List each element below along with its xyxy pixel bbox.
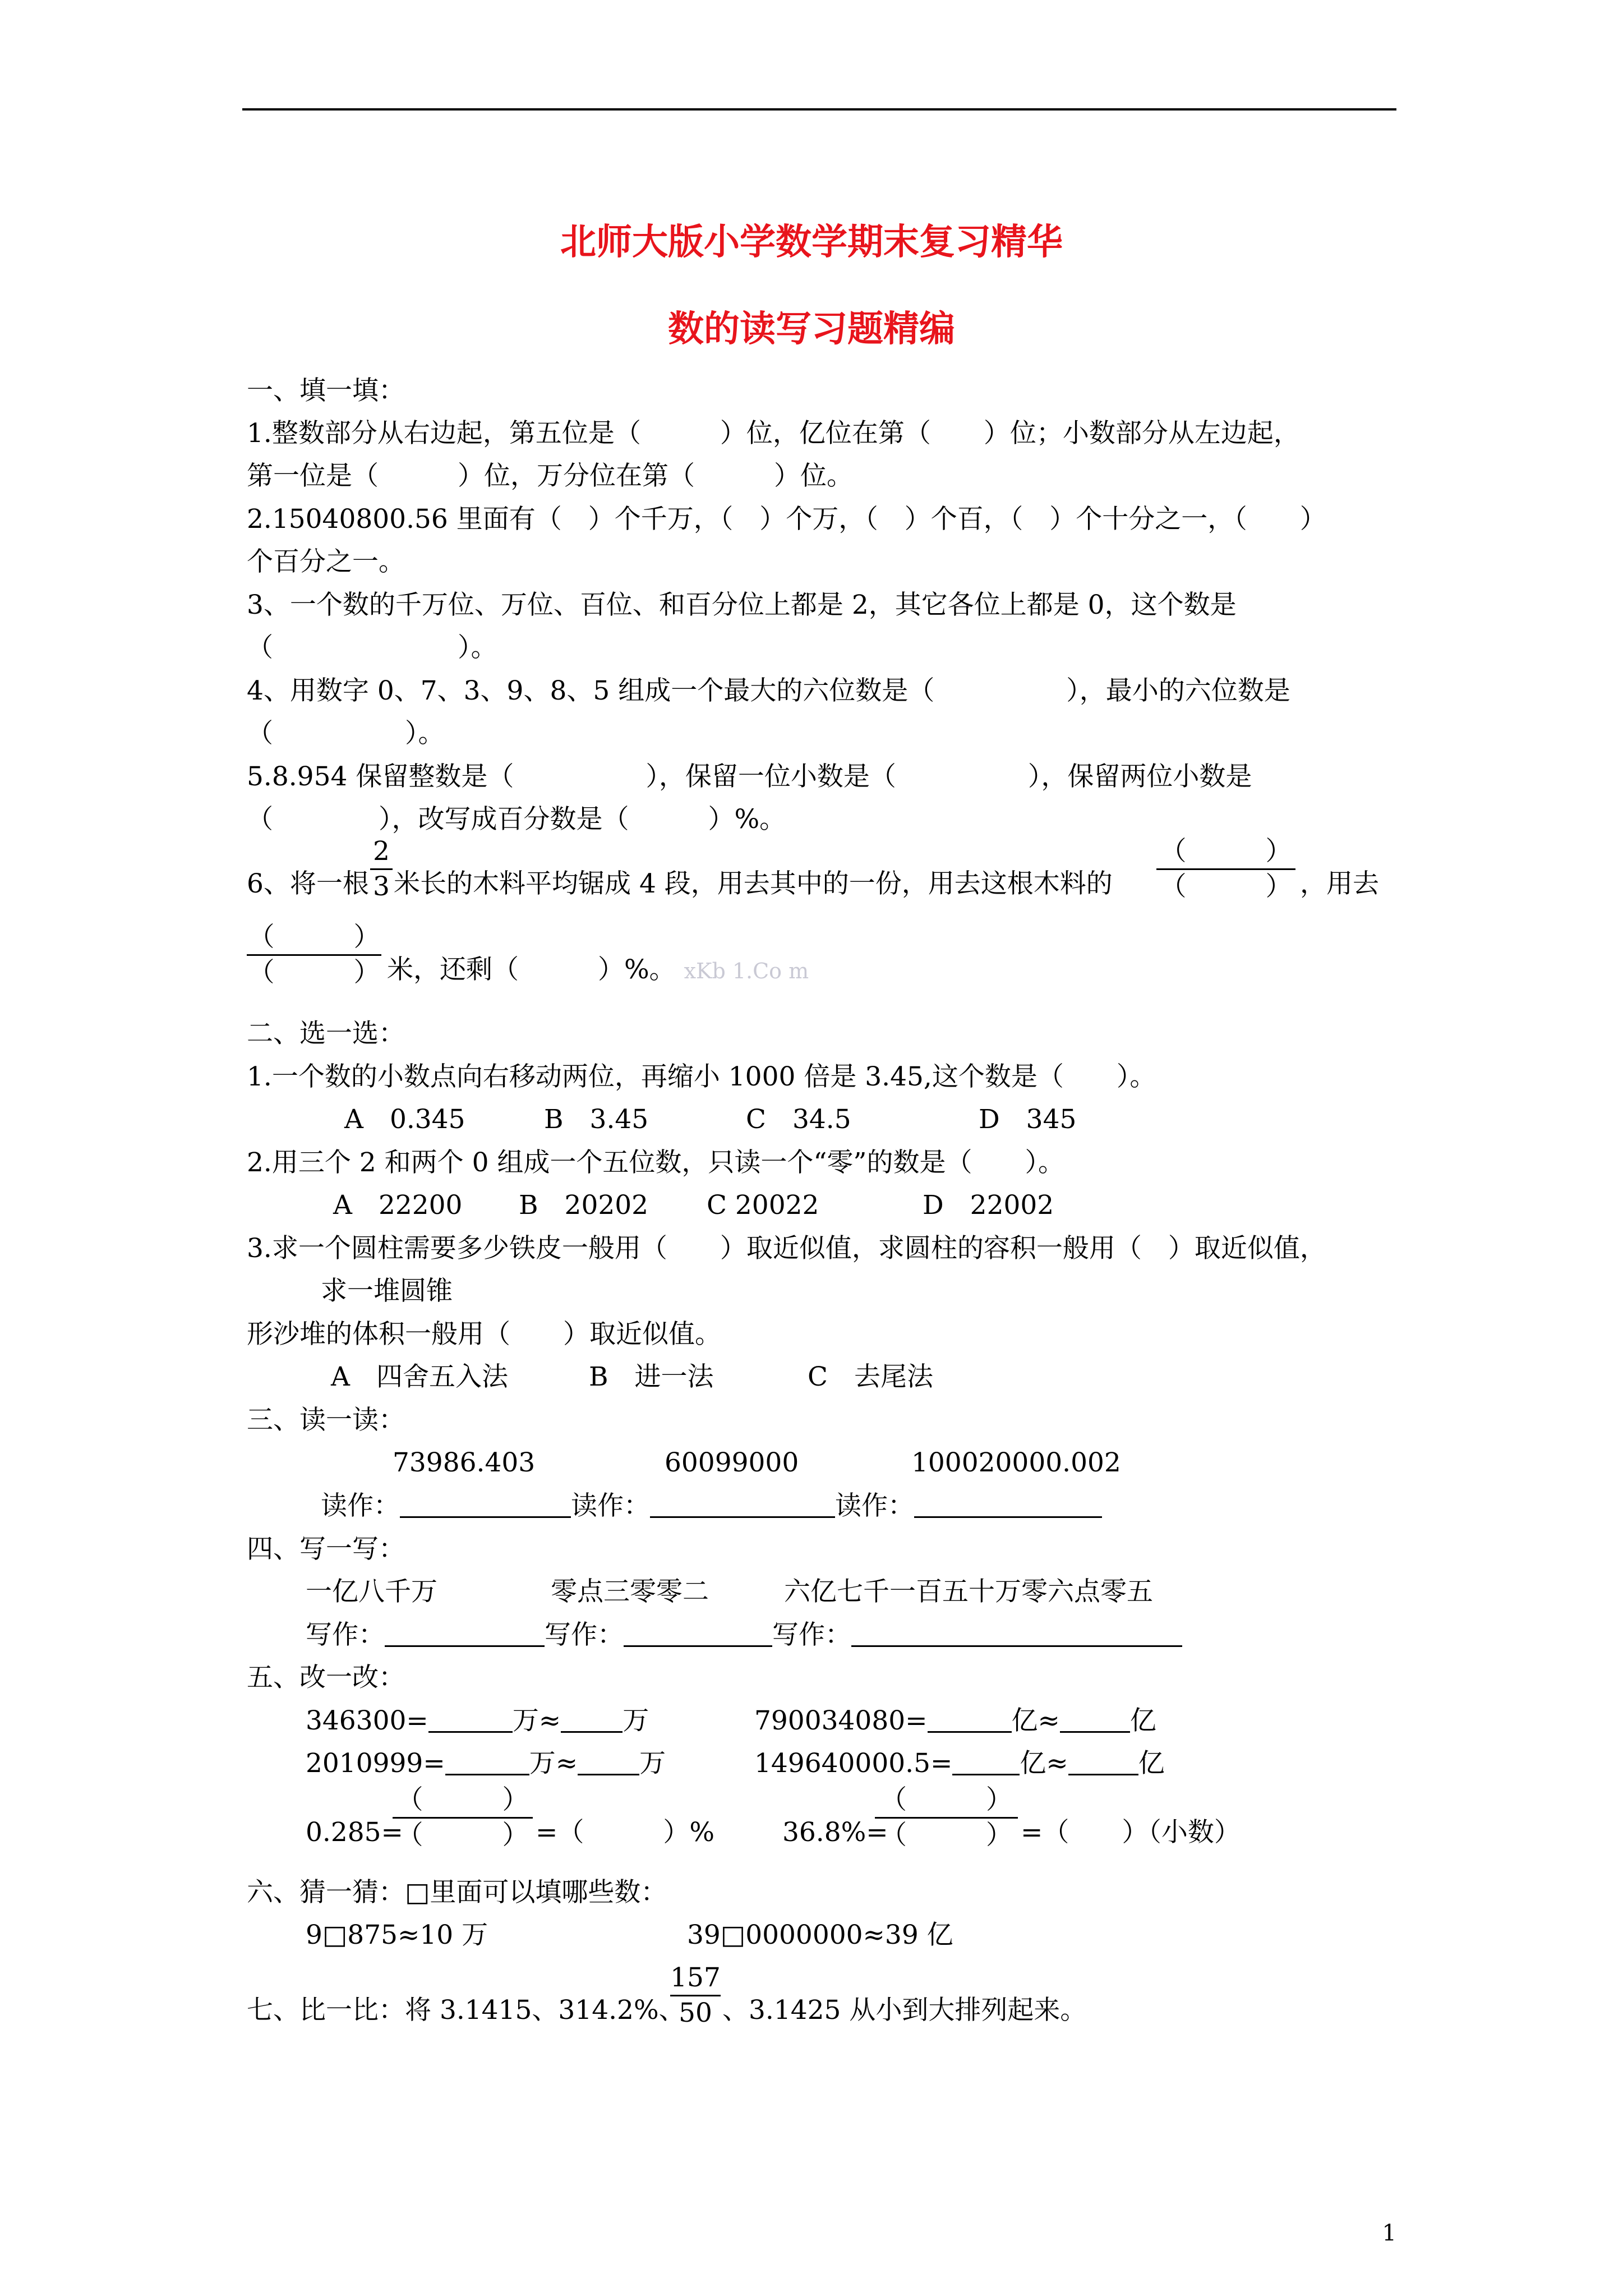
- fraction-bar: [1156, 868, 1295, 870]
- convert-blank[interactable]: [445, 1748, 529, 1775]
- read-label: 读作：: [835, 1490, 914, 1521]
- header-rule: [242, 108, 1396, 111]
- q6-line-2: [387, 954, 809, 987]
- choice-q1: 1.一个数的小数点向右移动两位，再缩小 1000 倍是 3.45,这个数是（ ）。: [247, 1061, 1156, 1092]
- convert-blank[interactable]: [578, 1748, 639, 1775]
- convert-row-2-right: [754, 1747, 1165, 1780]
- fraction-2-prefix: 36.8%=: [782, 1817, 888, 1848]
- fraction-bar: [370, 868, 393, 870]
- page-title: 北师大版小学数学期末复习精华: [560, 222, 1063, 263]
- choice-q3-option-c: C 去尾法: [808, 1361, 933, 1392]
- watermark: xKb 1.Co m: [684, 959, 809, 983]
- read-label: 读作：: [571, 1490, 650, 1521]
- read-answer-blank-1[interactable]: [400, 1490, 571, 1518]
- read-answer-blank-2[interactable]: [650, 1490, 835, 1518]
- q2-line-1: 2.15040800.56 里面有（ ）个千万，（ ）个万，（ ）个百，（ ）个十分之一，（ ）: [247, 504, 1326, 535]
- convert-row-1-left: [306, 1705, 649, 1737]
- page-subtitle: 数的读写习题精编: [668, 309, 955, 350]
- fraction-bar: [875, 1817, 1018, 1819]
- section-6-heading: 六、猜一猜：□里面可以填哪些数：: [247, 1877, 667, 1908]
- q3-line-1: 3、一个数的千万位、万位、百位、和百分位上都是 2，其它各位上都是 0，这个数是: [247, 590, 1237, 620]
- guess-item-2: 39□0000000≈39 亿: [687, 1920, 953, 1950]
- fraction-1-prefix: 0.285=: [306, 1817, 403, 1848]
- read-answer-blank-3[interactable]: [914, 1490, 1102, 1518]
- q6-fraction: [370, 836, 393, 903]
- fraction-blank-denominator: （ ）: [248, 957, 380, 988]
- convert-unit: 万≈: [512, 1705, 561, 1736]
- choice-q2-option-d: D 22002: [923, 1190, 1054, 1221]
- q6-line-2-text: 米，还剩（ ）%。: [387, 954, 676, 985]
- q4-line-2: （ ）。: [247, 718, 445, 749]
- write-label: 写作：: [772, 1619, 851, 1650]
- fraction-bar: [247, 954, 381, 956]
- choice-q3-line-3: 形沙堆的体积一般用（ ）取近似值。: [247, 1319, 721, 1350]
- convert-unit: 亿≈: [1020, 1748, 1068, 1779]
- choice-q1-option-b: B 3.45: [544, 1104, 649, 1135]
- fraction-bar: [670, 1995, 721, 1996]
- convert-blank[interactable]: [428, 1705, 513, 1733]
- convert-unit: 万: [623, 1705, 649, 1736]
- q1-line-1: 1.整数部分从右边起，第五位是（ ）位，亿位在第（ ）位；小数部分从左边起，: [247, 418, 1300, 449]
- q2-line-2: 个百分之一。: [247, 546, 405, 577]
- fraction-blank-numerator: （ ）: [1160, 836, 1292, 867]
- convert-blank[interactable]: [928, 1705, 1012, 1733]
- fraction-blank-denominator: （ ）: [396, 1820, 529, 1851]
- write-label: 写作：: [545, 1619, 624, 1650]
- convert-number: 346300=: [306, 1705, 428, 1736]
- section-4-heading: 四、写一写：: [247, 1534, 405, 1565]
- read-label: 读作：: [321, 1490, 400, 1521]
- convert-blank[interactable]: [1060, 1705, 1130, 1733]
- convert-number: 2010999=: [306, 1748, 445, 1779]
- fraction-blank-4: [875, 1784, 1018, 1851]
- q6-prefix: 6、将一根: [247, 868, 369, 899]
- write-row: [306, 1619, 1182, 1651]
- write-item-3: 六亿七千一百五十万零六点零五: [784, 1576, 1153, 1607]
- q6-end: ，用去: [1300, 868, 1379, 899]
- fraction-bar: [393, 1817, 533, 1819]
- fraction-blank-numerator: （ ）: [396, 1784, 529, 1815]
- convert-blank[interactable]: [1068, 1748, 1138, 1775]
- q6-fraction-numerator: 2: [373, 836, 390, 867]
- choice-q3-line-1: 3.求一个圆柱需要多少铁皮一般用（ ）取近似值，求圆柱的容积一般用（ ）取近似值，: [247, 1233, 1326, 1264]
- choice-q3-line-2: 求一堆圆锥: [321, 1276, 453, 1306]
- convert-number: 790034080=: [754, 1705, 928, 1736]
- fraction-blank-3: [393, 1784, 533, 1851]
- choice-q2-option-a: A 22200: [333, 1190, 463, 1221]
- read-number-1: 73986.403: [393, 1447, 536, 1478]
- fraction-blank-denominator: （ ）: [880, 1820, 1012, 1851]
- q4-line-1: 4、用数字 0、7、3、9、8、5 组成一个最大的六位数是（ ），最小的六位数是: [247, 675, 1290, 706]
- choice-q2: 2.用三个 2 和两个 0 组成一个五位数，只读一个“零”的数是（ ）。: [247, 1147, 1064, 1178]
- convert-blank[interactable]: [952, 1748, 1020, 1775]
- convert-row-2-left: [306, 1747, 666, 1780]
- fraction-2-suffix: =（ ）（小数）: [1021, 1817, 1241, 1848]
- section-2-heading: 二、选一选：: [247, 1018, 405, 1049]
- convert-row-1-right: [754, 1705, 1156, 1737]
- section-7-heading-suffix: 、3.1425 从小到大排列起来。: [722, 1995, 1087, 2026]
- read-row: [321, 1490, 1102, 1522]
- compare-fraction: [670, 1962, 721, 2029]
- section-1-heading: 一、填一填：: [247, 375, 405, 406]
- choice-q1-option-a: A 0.345: [344, 1104, 465, 1135]
- choice-q2-option-c: C 20022: [707, 1190, 819, 1221]
- write-item-2: 零点三零零二: [551, 1576, 709, 1607]
- read-number-3: 100020000.002: [911, 1447, 1121, 1478]
- convert-unit: 万≈: [529, 1748, 578, 1779]
- write-label: 写作：: [306, 1619, 385, 1650]
- write-answer-blank-3[interactable]: [851, 1619, 1182, 1647]
- write-answer-blank-2[interactable]: [624, 1619, 772, 1647]
- q6-fraction-blank-2: [247, 922, 381, 988]
- fraction-blank-denominator: （ ）: [1160, 871, 1292, 902]
- fraction-1-suffix: =（ ）%: [536, 1817, 715, 1848]
- page-number: 1: [1382, 2220, 1396, 2246]
- choice-q3-option-b: B 进一法: [589, 1361, 714, 1392]
- q3-line-2: （ ）。: [247, 632, 497, 663]
- read-number-2: 60099000: [665, 1447, 799, 1478]
- fraction-blank-numerator: （ ）: [880, 1784, 1012, 1815]
- q6-fraction-blank-1: [1156, 836, 1295, 903]
- choice-q2-option-b: B 20202: [519, 1190, 649, 1221]
- q6-fraction-denominator: 3: [373, 871, 390, 902]
- compare-fraction-numerator: 157: [670, 1962, 721, 1993]
- guess-item-1: 9□875≈10 万: [306, 1920, 488, 1950]
- choice-q3-option-a: A 四舍五入法: [331, 1361, 508, 1392]
- convert-unit: 万: [639, 1748, 666, 1779]
- section-7-heading-prefix: 七、比一比：将 3.1415、314.2%、: [247, 1995, 685, 2026]
- q5-line-1: 5.8.954 保留整数是（ ），保留一位小数是（ ），保留两位小数是: [247, 761, 1252, 792]
- fraction-blank-numerator: （ ）: [248, 922, 380, 953]
- choice-q1-option-d: D 345: [979, 1104, 1077, 1135]
- choice-q1-option-c: C 34.5: [746, 1104, 851, 1135]
- convert-blank[interactable]: [561, 1705, 623, 1733]
- section-3-heading: 三、读一读：: [247, 1405, 405, 1435]
- q1-line-2: 第一位是（ ）位，万分位在第（ ）位。: [247, 461, 853, 491]
- convert-unit: 亿: [1129, 1705, 1156, 1736]
- write-answer-blank-1[interactable]: [385, 1619, 545, 1647]
- convert-number: 149640000.5=: [754, 1748, 953, 1779]
- convert-unit: 亿: [1138, 1748, 1165, 1779]
- section-5-heading: 五、改一改：: [247, 1662, 405, 1693]
- q6-middle: 米长的木料平均锯成 4 段，用去其中的一份，用去这根木料的: [394, 868, 1113, 899]
- compare-fraction-denominator: 50: [679, 1998, 712, 2028]
- q5-line-2: （ ），改写成百分数是（ ）%。: [247, 804, 786, 835]
- convert-unit: 亿≈: [1011, 1705, 1060, 1736]
- write-item-1: 一亿八千万: [306, 1576, 437, 1607]
